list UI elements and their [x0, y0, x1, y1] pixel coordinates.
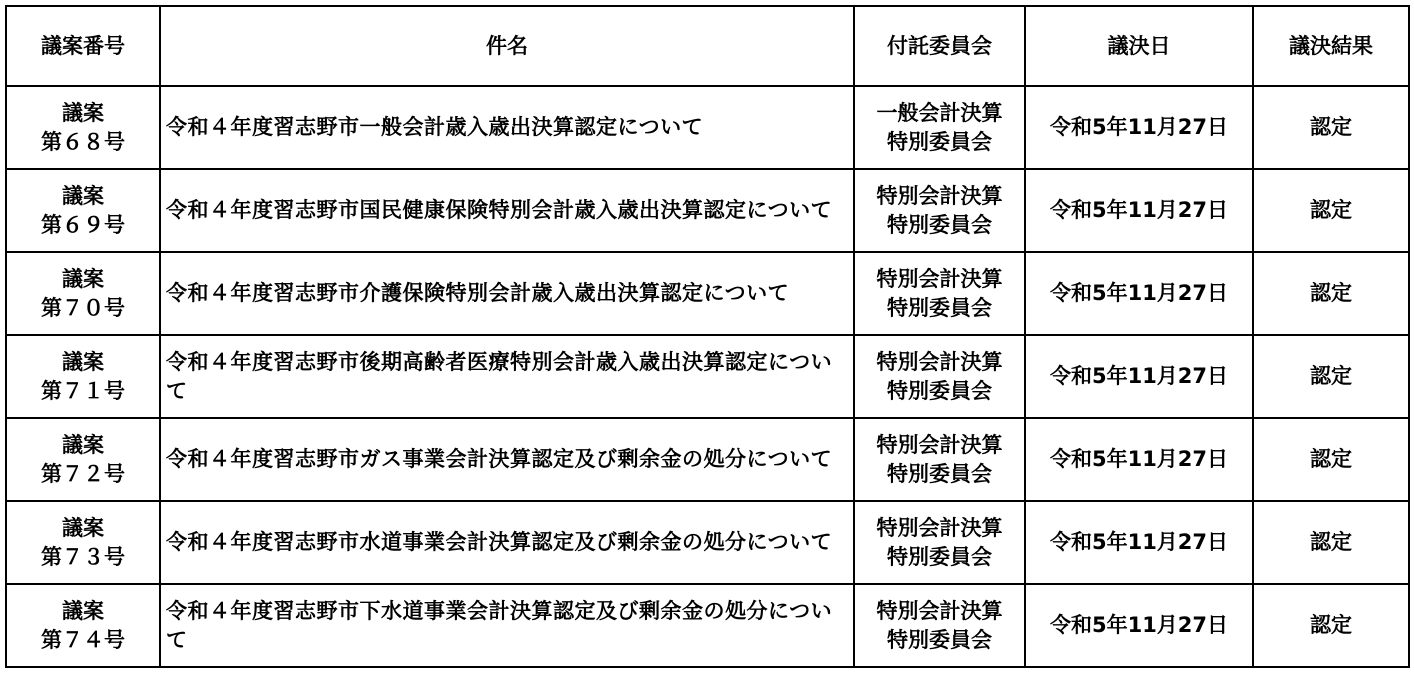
decision-date: 令和5年11月27日: [1025, 418, 1253, 501]
table-row: [6, 501, 1409, 584]
bill-title: 令和４年度習志野市後期高齢者医療特別会計歳入歳出決算認定について: [166, 349, 833, 403]
bill-label: 議案: [62, 432, 104, 457]
bill-number: 第７２号: [41, 461, 125, 486]
bill-title-cell: [160, 584, 854, 667]
decision-date: 令和5年11月27日: [1025, 86, 1253, 169]
table-row: [6, 418, 1409, 501]
decision-result: 認定: [1253, 501, 1409, 584]
bill-title: 令和４年度習志野市国民健康保険特別会計歳入歳出決算認定について: [166, 198, 833, 222]
bill-label: 議案: [62, 598, 104, 623]
decision-date: 令和5年11月27日: [1025, 335, 1253, 418]
committee-cell: [854, 584, 1025, 667]
decision-date: 令和5年11月27日: [1025, 501, 1253, 584]
table-row: [6, 169, 1409, 252]
decision-result: 認定: [1253, 169, 1409, 252]
bill-label: 議案: [62, 515, 104, 540]
committee-line2: 特別委員会: [887, 627, 992, 652]
table-row: [6, 252, 1409, 335]
committee-cell: [854, 169, 1025, 252]
committee-cell: [854, 86, 1025, 169]
decision-date: 令和5年11月27日: [1025, 584, 1253, 667]
committee-line1: 特別会計決算: [876, 515, 1003, 540]
bill-label: 議案: [62, 349, 104, 374]
bill-label: 議案: [62, 183, 104, 208]
committee-cell: [854, 335, 1025, 418]
bill-title: 令和４年度習志野市介護保険特別会計歳入歳出決算認定について: [166, 281, 790, 305]
table-row: [6, 584, 1409, 667]
bill-title-cell: [160, 335, 854, 418]
bill-number: 第６８号: [41, 129, 125, 154]
committee-cell: [854, 252, 1025, 335]
committee-line1: 特別会計決算: [876, 266, 1003, 291]
decision-result: 認定: [1253, 418, 1409, 501]
bill-number-cell: [6, 86, 160, 169]
decision-date: 令和5年11月27日: [1025, 252, 1253, 335]
bill-number: 第７０号: [41, 295, 125, 320]
table-row: [6, 86, 1409, 169]
header-decision-date: 議決日: [1025, 6, 1253, 86]
bill-number: 第６９号: [41, 212, 125, 237]
committee-line1: 特別会計決算: [876, 598, 1003, 623]
committee-line2: 特別委員会: [887, 544, 992, 569]
decision-date: 令和5年11月27日: [1025, 169, 1253, 252]
bill-title: 令和４年度習志野市水道事業会計決算認定及び剰余金の処分について: [166, 530, 833, 554]
bill-results-table: [5, 5, 1410, 668]
committee-line2: 特別委員会: [887, 378, 992, 403]
bill-label: 議案: [62, 100, 104, 125]
bill-number-cell: [6, 169, 160, 252]
committee-line1: 特別会計決算: [876, 349, 1003, 374]
header-decision-result: 議決結果: [1253, 6, 1409, 86]
bill-number: 第７３号: [41, 544, 125, 569]
bill-title-cell: [160, 418, 854, 501]
bill-number-cell: [6, 584, 160, 667]
bill-title-cell: [160, 86, 854, 169]
bill-title-cell: [160, 501, 854, 584]
committee-line2: 特別委員会: [887, 295, 992, 320]
bill-number-cell: [6, 252, 160, 335]
committee-line1: 特別会計決算: [876, 432, 1003, 457]
committee-line2: 特別委員会: [887, 212, 992, 237]
committee-cell: [854, 501, 1025, 584]
bill-number: 第７１号: [41, 378, 125, 403]
header-committee: 付託委員会: [854, 6, 1025, 86]
bill-number-cell: [6, 335, 160, 418]
bill-title: 令和４年度習志野市一般会計歳入歳出決算認定について: [166, 115, 704, 139]
decision-result: 認定: [1253, 584, 1409, 667]
decision-result: 認定: [1253, 86, 1409, 169]
header-row: [6, 6, 1409, 86]
committee-line1: 一般会計決算: [876, 100, 1003, 125]
committee-line2: 特別委員会: [887, 129, 992, 154]
bill-label: 議案: [62, 266, 104, 291]
decision-result: 認定: [1253, 252, 1409, 335]
bill-number-cell: [6, 501, 160, 584]
bill-title: 令和４年度習志野市下水道事業会計決算認定及び剰余金の処分について: [166, 598, 833, 652]
decision-result: 認定: [1253, 335, 1409, 418]
committee-line1: 特別会計決算: [876, 183, 1003, 208]
header-title: 件名: [160, 6, 854, 86]
bill-number: 第７４号: [41, 627, 125, 652]
committee-line2: 特別委員会: [887, 461, 992, 486]
committee-cell: [854, 418, 1025, 501]
bill-number-cell: [6, 418, 160, 501]
bill-title-cell: [160, 252, 854, 335]
bill-title: 令和４年度習志野市ガス事業会計決算認定及び剰余金の処分について: [166, 447, 833, 471]
bill-title-cell: [160, 169, 854, 252]
table-row: [6, 335, 1409, 418]
header-bill-number: 議案番号: [6, 6, 160, 86]
